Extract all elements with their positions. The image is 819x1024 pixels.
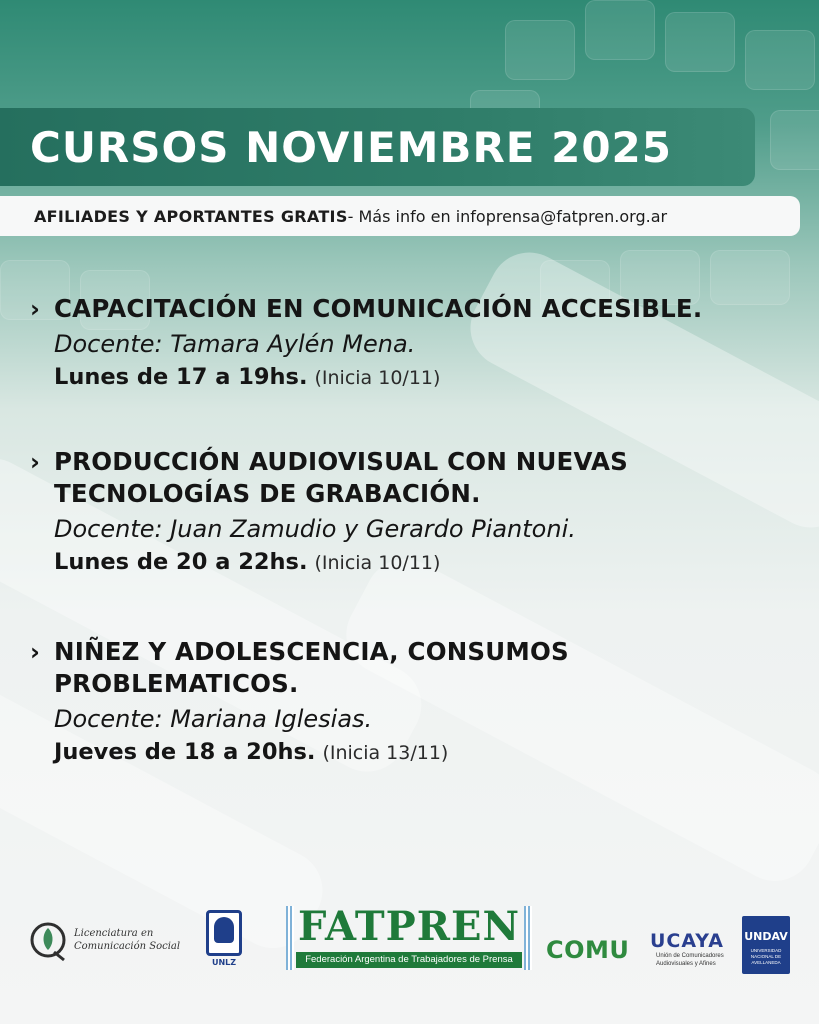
undav-subtitle: UNIVERSIDAD NACIONAL DE AVELLANEDA bbox=[750, 948, 782, 965]
course-item bbox=[30, 293, 810, 394]
course-schedule bbox=[54, 546, 810, 579]
course-item bbox=[30, 446, 810, 579]
licenciatura-line2: Comunicación Social bbox=[74, 941, 181, 952]
fatpren-logo bbox=[286, 903, 532, 970]
course-schedule bbox=[54, 361, 810, 394]
title-banner bbox=[0, 108, 755, 186]
page-title: CURSOS NOVIEMBRE 2025 bbox=[30, 122, 672, 172]
course-title: CAPACITACIÓN EN COMUNICACIÓN ACCESIBLE. bbox=[54, 294, 703, 323]
fatpren-wordmark: FATPREN bbox=[298, 903, 521, 950]
sponsor-logos bbox=[0, 900, 819, 990]
course-teacher: Docente: Mariana Iglesias. bbox=[54, 705, 373, 733]
comu-wordmark: COMU bbox=[546, 936, 630, 964]
ucaya-wordmark: UCAYA bbox=[650, 930, 724, 952]
subtitle-info: - Más info en infoprensa@fatpren.org.ar bbox=[347, 206, 668, 226]
course-schedule bbox=[54, 736, 810, 769]
course-title: PRODUCCIÓN AUDIOVISUAL CON NUEVAS bbox=[54, 447, 628, 476]
fatpren-subtitle: Federación Argentina de Trabajadores de Prensa bbox=[296, 952, 522, 968]
course-start: (Inicia 10/11) bbox=[314, 367, 441, 389]
course-start: (Inicia 10/11) bbox=[314, 552, 441, 574]
course-days: Lunes de 17 a 19hs. bbox=[54, 364, 308, 390]
ucaya-subtitle-2: Audiovisuales y Afines bbox=[656, 961, 716, 967]
subtitle-free: AFILIADES Y APORTANTES GRATIS bbox=[34, 206, 348, 226]
ucaya-subtitle-1: Unión de Comunicadores bbox=[656, 953, 724, 959]
chevron-right-icon: › bbox=[30, 638, 40, 666]
licenciatura-emblem-icon bbox=[30, 920, 70, 962]
undav-wordmark: UNDAV bbox=[744, 930, 788, 943]
course-title-cont: TECNOLOGÍAS DE GRABACIÓN. bbox=[54, 479, 481, 508]
comu-logo bbox=[546, 936, 636, 968]
unlz-label: UNLZ bbox=[211, 958, 237, 967]
chevron-right-icon: › bbox=[30, 448, 40, 476]
course-title-cont: PROBLEMATICOS. bbox=[54, 669, 299, 698]
subtitle-banner bbox=[0, 196, 800, 236]
course-item bbox=[30, 636, 810, 769]
course-days: Jueves de 18 a 20hs. bbox=[54, 739, 316, 765]
unlz-logo bbox=[206, 910, 242, 970]
course-title: NIÑEZ Y ADOLESCENCIA, CONSUMOS bbox=[54, 637, 569, 666]
course-teacher: Docente: Juan Zamudio y Gerardo Piantoni. bbox=[54, 515, 576, 543]
course-days: Lunes de 20 a 22hs. bbox=[54, 549, 308, 575]
chevron-right-icon: › bbox=[30, 295, 40, 323]
licenciatura-logo bbox=[30, 920, 180, 966]
licenciatura-line1: Licenciatura en bbox=[74, 928, 154, 939]
course-start: (Inicia 13/11) bbox=[322, 742, 449, 764]
ucaya-logo bbox=[650, 930, 724, 976]
undav-logo bbox=[742, 916, 790, 974]
course-teacher: Docente: Tamara Aylén Mena. bbox=[54, 330, 416, 358]
